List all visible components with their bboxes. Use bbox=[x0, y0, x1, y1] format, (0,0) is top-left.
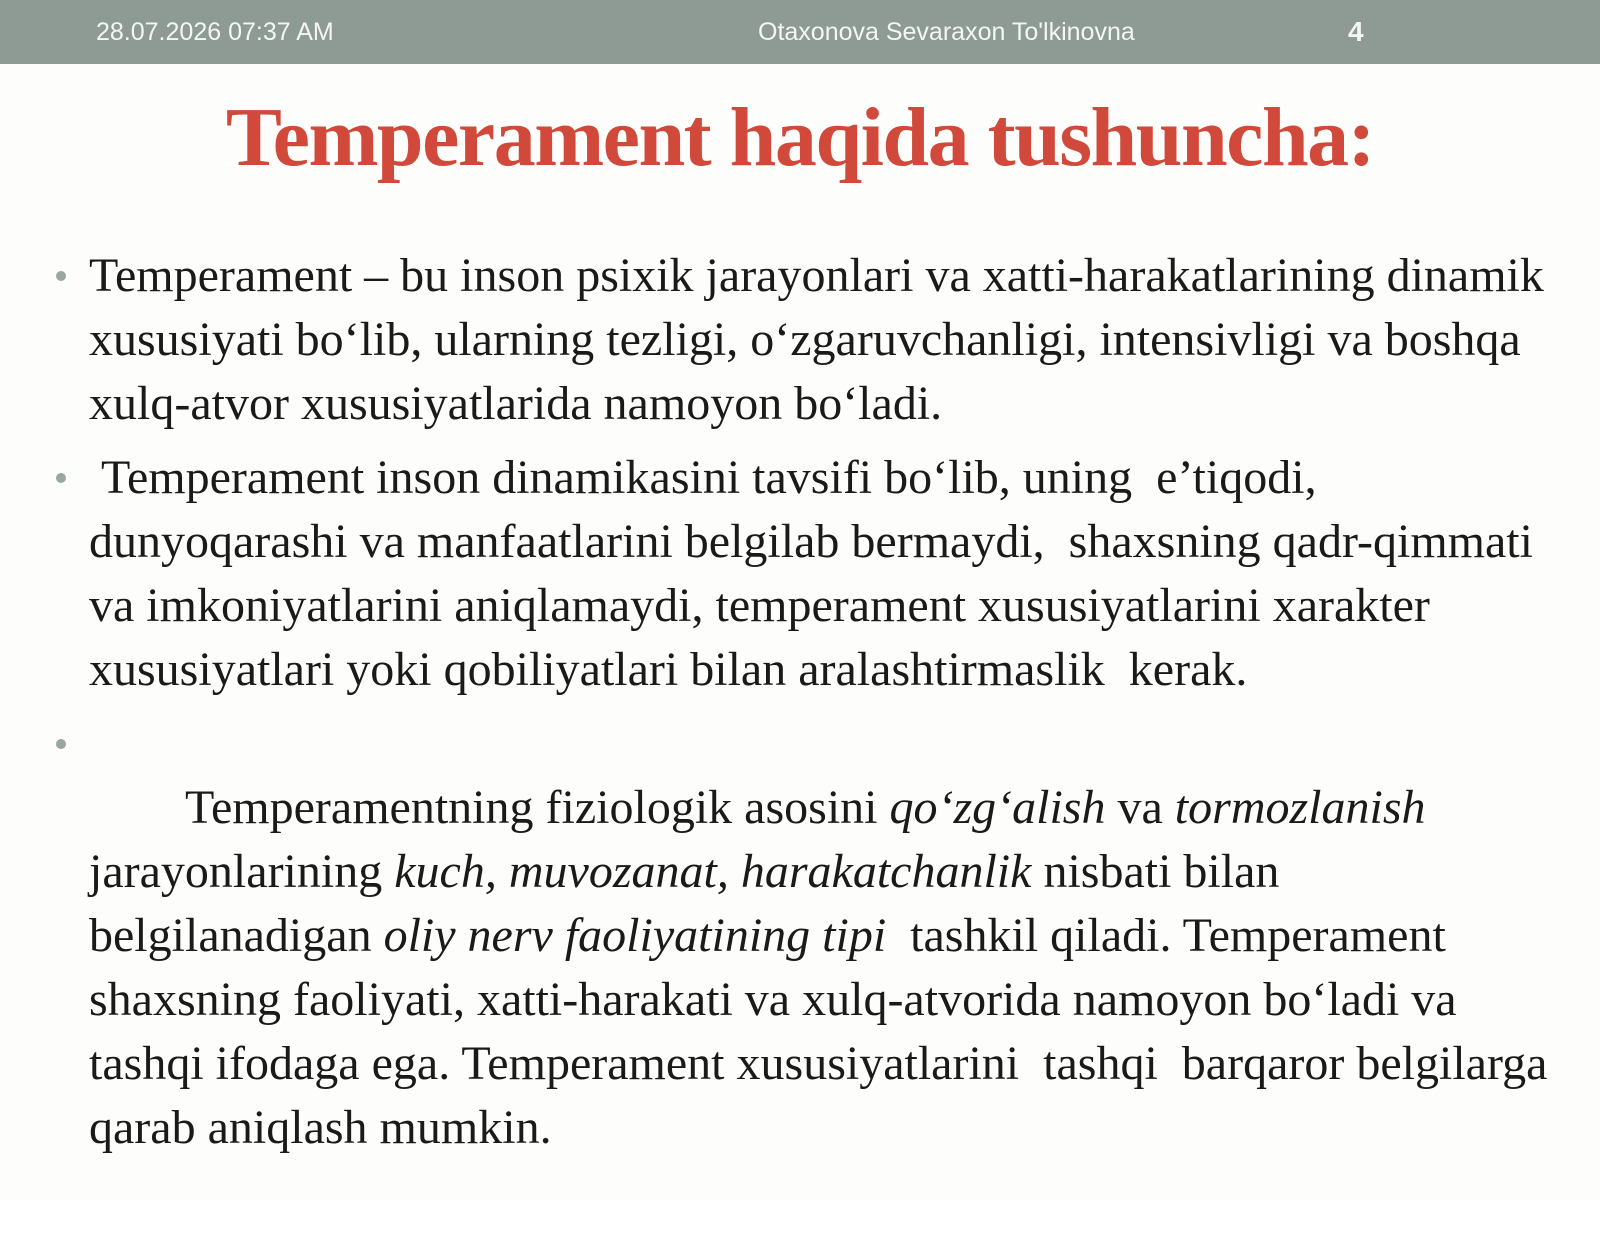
slide-date: 28.07.2026 07:37 AM bbox=[96, 18, 334, 46]
bullet-item bbox=[56, 244, 1556, 436]
bullet-text-italic: qo‘zg‘alish bbox=[889, 781, 1106, 834]
bullet-text-part: jarayonlarining bbox=[89, 781, 1438, 898]
slide-header-bar bbox=[0, 0, 1600, 64]
bullet-text-part: tashkil qiladi. Temperament shaxsning faoliyati, xatti-harakati va xulq-atvorida namoyon bo‘ladi va tashqi ifodaga ega. Temperament xususiyatlarini tashqi barqaror belgilarga qarab aniqlash mumkin. bbox=[89, 909, 1560, 1154]
bullet-text-part: va bbox=[1105, 781, 1175, 834]
bullet-item bbox=[56, 446, 1556, 702]
bullet-dot-icon bbox=[56, 739, 66, 749]
bullet-text: Temperament inson dinamikasini tavsifi bo‘lib, uning e’tiqodi, dunyoqarashi va manfaatlarini belgilab bermaydi, shaxsning qadr-qimmati va imkoniyatlarini aniqlamaydi, temperament xususiyatlarini xarakter xususiyatlari yoki qobiliyatlari bilan aralashtirmaslik kerak. bbox=[89, 451, 1545, 696]
slide-page-number: 4 bbox=[1348, 16, 1364, 47]
bullet-text-italic: oliy nerv faoliyatining tipi bbox=[383, 909, 887, 962]
bullet-text-italic: kuch, muvozanat, harakatchanlik bbox=[394, 845, 1032, 898]
bullet-text-part: Temperamentning fiziologik asosini bbox=[185, 781, 890, 834]
bullet-item bbox=[56, 712, 1560, 1224]
bullet-text-italic: tormozlanish bbox=[1174, 781, 1426, 834]
bullet-text-part: nisbati bilan belgilanadigan bbox=[89, 845, 1292, 962]
slide-title: Temperament haqida tushuncha: bbox=[225, 91, 1375, 184]
slide-author: Otaxonova Sevaraxon To'lkinovna bbox=[758, 18, 1135, 46]
bullet-dot-icon bbox=[56, 271, 66, 281]
bullet-text bbox=[89, 781, 1559, 1218]
bullet-text: Temperament – bu inson psixik jarayonlari va xatti-harakatlarining dinamik xususiyati bo‘lib, ularning tezligi, o‘zgaruvchanligi, intensivligi va boshqa xulq-atvor xususiyatlarida namoyon bo‘ladi. bbox=[89, 249, 1544, 430]
bullet-list bbox=[56, 244, 1560, 1234]
bullet-dot-icon bbox=[56, 473, 66, 483]
